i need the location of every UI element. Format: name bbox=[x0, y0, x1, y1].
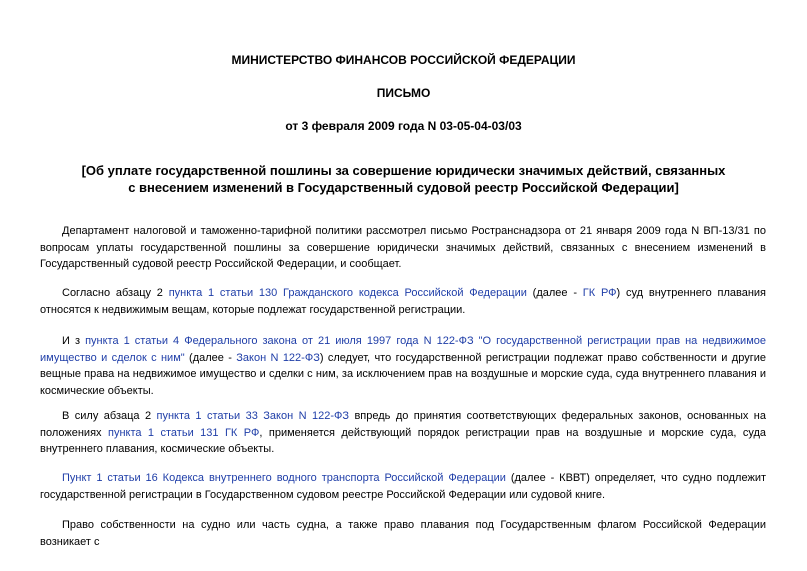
paragraph-3-text-3: ) следует, что государственной регистрации подлежат право собственности и другие вещные права на недвижимое имущество и сделки с ним, за исключением прав на воздушные и морские суда, суда внутреннего плавания и космические объекты. bbox=[40, 351, 766, 397]
paragraph-6 bbox=[40, 517, 766, 550]
document-title-line-2: с внесением изменений в Государственный судовой реестр Российской Федерации] bbox=[128, 180, 679, 195]
paragraph-2-text-3: ) суд внутреннего плавания относятся к недвижимым вещам, которые подлежат государственной регистрации. bbox=[40, 287, 767, 316]
document-title-line-1: [Об уплате государственной пошлины за совершение юридически значимых действий, связанных bbox=[81, 163, 726, 178]
link-gk-rf-article-131[interactable]: пункта 1 статьи 131 ГК РФ bbox=[107, 426, 260, 439]
link-federal-law-122-fz[interactable]: пункта 1 статьи 4 Федерального закона от 21 июля 1997 года N 122-ФЗ "О государственной регистрации прав на недвижимое имущество и сделок с ним" bbox=[40, 335, 766, 364]
document-date-number: от 3 февраля 2009 года N 03-05-04-03/03 bbox=[285, 119, 522, 133]
paragraph-2 bbox=[40, 285, 766, 318]
paragraph-4-text-1: В силу абзаца 2 bbox=[62, 410, 157, 422]
paragraph-3-text-1: И з bbox=[62, 335, 86, 347]
paragraph-3 bbox=[40, 333, 766, 399]
paragraph-4 bbox=[40, 408, 766, 458]
paragraph-5-text-1: (далее - КВВТ) определяет, что судно подлежит государственной регистрации в Государственном судовом реестре Российской Федерации или судовой книге. bbox=[40, 472, 766, 501]
paragraph-2-text-1: Согласно абзацу 2 bbox=[62, 287, 169, 299]
paragraph-2-text-2: (далее - bbox=[526, 287, 583, 299]
link-kvvt-article-16[interactable]: Пункт 1 статьи 16 Кодекса внутреннего водного транспорта Российской Федерации bbox=[62, 472, 506, 484]
link-gk-rf[interactable]: ГК РФ bbox=[582, 287, 617, 299]
paragraph-1-text: Департамент налоговой и таможенно-тарифной политики рассмотрел письмо Ространснадзора от 21 января 2009 года N ВП-13/31 по вопросам уплаты государственной пошлины за совершение юридически значимых действий, связанных с внесением изменений в Государственный судовой реестр Российской Федерации, и сообщает. bbox=[40, 225, 766, 270]
paragraph-6-text: Право собственности на судно или часть судна, а также право плавания под Государственным флагом Российской Федерации возникает с bbox=[40, 519, 766, 548]
link-law-122-fz-article-33[interactable]: пункта 1 статьи 33 Закон N 122-ФЗ bbox=[156, 410, 350, 422]
paragraph-4-text-3: , применяется действующий порядок регистрации прав на воздушные и морские суда, суда внутреннего плавания, космические объекты. bbox=[40, 426, 766, 455]
paragraph-4-text-2: впредь до принятия соответствующих федеральных законов, основанных на положениях bbox=[40, 410, 766, 439]
paragraph-3-text-2: (далее - bbox=[184, 351, 237, 364]
link-law-122-fz[interactable]: Закон N 122-ФЗ bbox=[236, 351, 320, 364]
ministry-heading: МИНИСТЕРСТВО ФИНАНСОВ РОССИЙСКОЙ ФЕДЕРАЦИИ bbox=[231, 53, 576, 67]
document-type: ПИСЬМО bbox=[376, 86, 431, 100]
link-gk-rf-article-130[interactable]: пункта 1 статьи 130 Гражданского кодекса Российской Федерации bbox=[168, 287, 527, 299]
paragraph-5 bbox=[40, 470, 766, 503]
paragraph-1 bbox=[40, 223, 766, 273]
